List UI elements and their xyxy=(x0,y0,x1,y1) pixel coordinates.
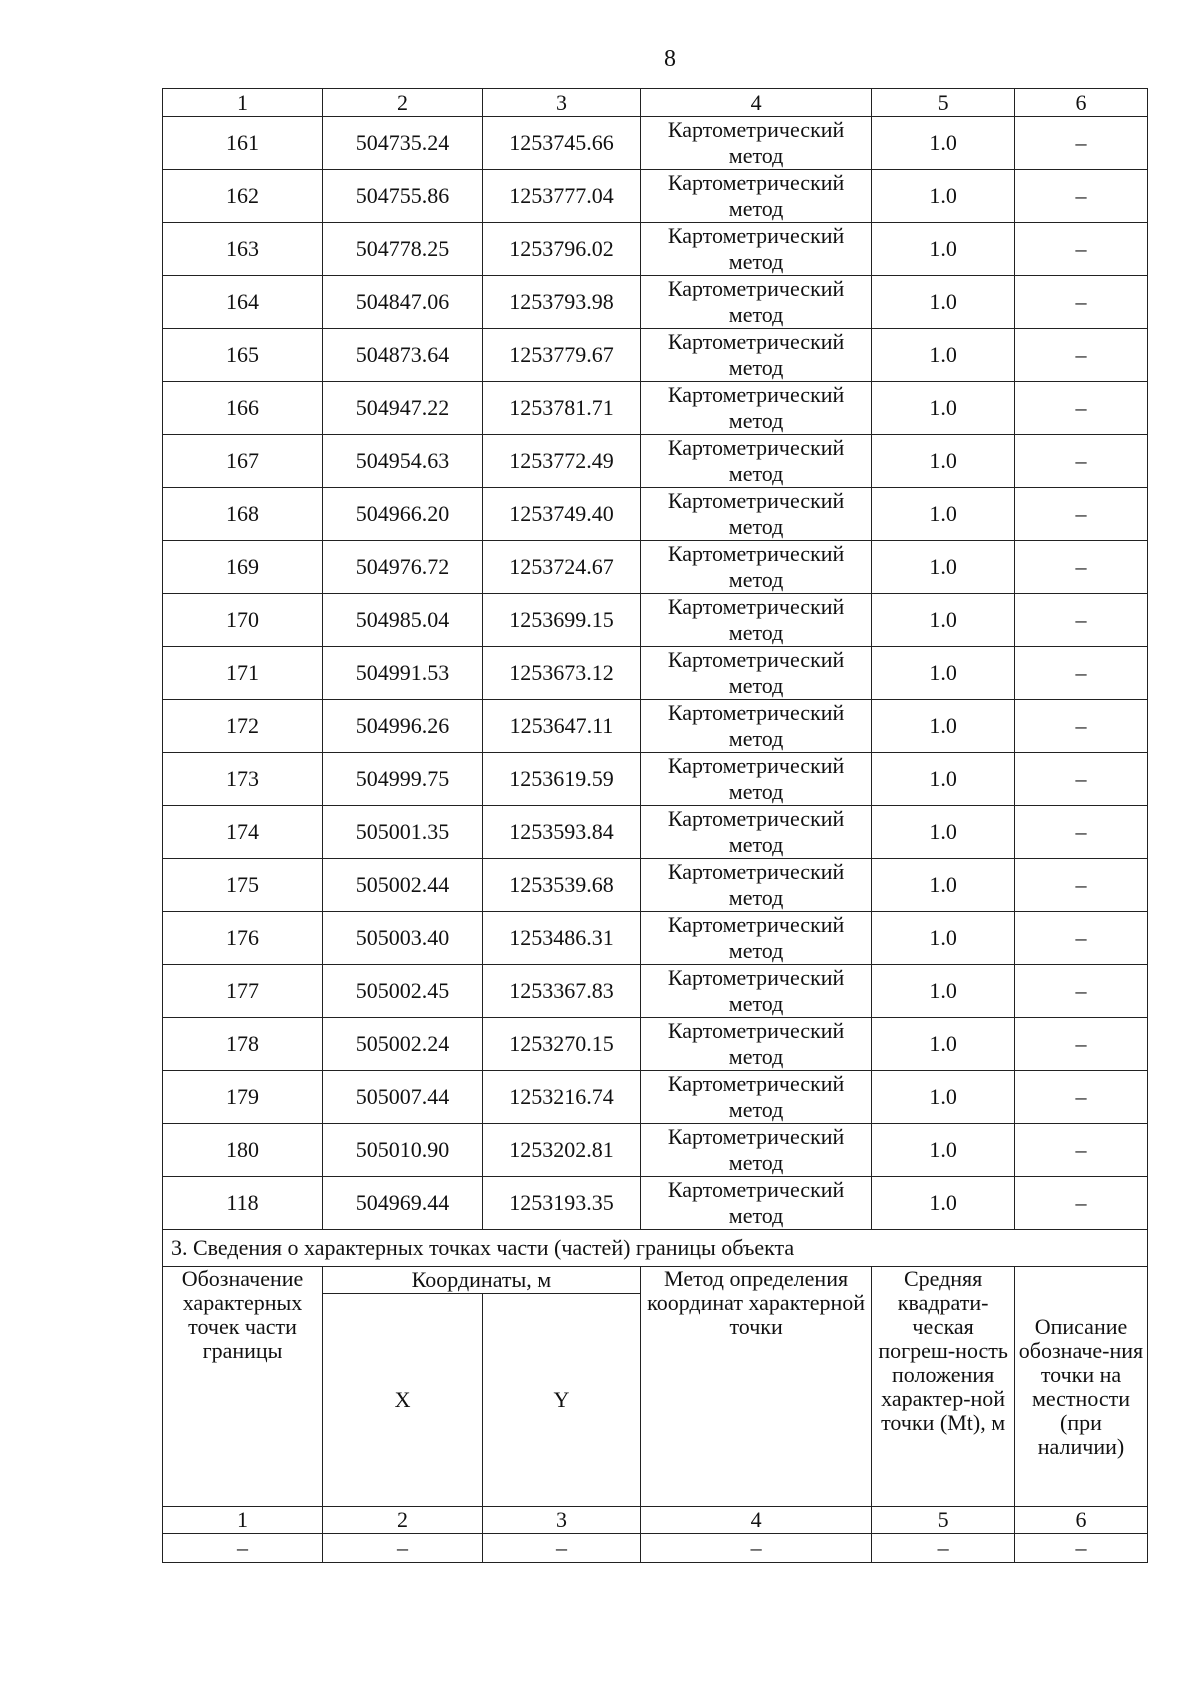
table-row xyxy=(163,859,1148,912)
point-cell: 163 xyxy=(163,223,323,276)
x-coordinate-cell: 504991.53 xyxy=(323,647,483,700)
section3-header-row xyxy=(163,1267,1148,1294)
x-coordinate-cell: 504966.20 xyxy=(323,488,483,541)
table-row xyxy=(163,117,1148,170)
header-y: Y xyxy=(483,1294,641,1507)
header-accuracy-text: Средняя квадрати-ческая погреш-ность положения характер-ной точки (Mt), м xyxy=(878,1266,1008,1435)
table-row xyxy=(163,912,1148,965)
x-coordinate-cell: 504954.63 xyxy=(323,435,483,488)
empty-cell: – xyxy=(1014,1534,1147,1563)
description-cell: – xyxy=(1014,170,1147,223)
point-cell: 177 xyxy=(163,965,323,1018)
accuracy-cell: 1.0 xyxy=(872,753,1015,806)
accuracy-cell: 1.0 xyxy=(872,488,1015,541)
description-cell: – xyxy=(1014,700,1147,753)
x-coordinate-cell: 505010.90 xyxy=(323,1124,483,1177)
description-cell: – xyxy=(1014,859,1147,912)
accuracy-cell: 1.0 xyxy=(872,912,1015,965)
header-description: Описание обозначе-ния точки на местности (при наличии) xyxy=(1014,1267,1147,1507)
table-row xyxy=(163,1071,1148,1124)
table-body xyxy=(163,89,1148,1230)
y-coordinate-cell: 1253724.67 xyxy=(483,541,641,594)
point-cell: 176 xyxy=(163,912,323,965)
x-coordinate-cell: 504969.44 xyxy=(323,1177,483,1230)
y-coordinate-cell: 1253647.11 xyxy=(483,700,641,753)
description-cell: – xyxy=(1014,276,1147,329)
x-coordinate-cell: 505002.45 xyxy=(323,965,483,1018)
table-row xyxy=(163,965,1148,1018)
point-cell: 180 xyxy=(163,1124,323,1177)
y-coordinate-cell: 1253202.81 xyxy=(483,1124,641,1177)
section3-body xyxy=(163,1230,1148,1563)
method-cell: Картометрический метод xyxy=(640,117,871,170)
x-coordinate-cell: 505001.35 xyxy=(323,806,483,859)
table-row xyxy=(163,276,1148,329)
y-coordinate-cell: 1253270.15 xyxy=(483,1018,641,1071)
table-row xyxy=(163,435,1148,488)
column-number: 5 xyxy=(872,1507,1015,1534)
point-cell: 179 xyxy=(163,1071,323,1124)
column-number: 4 xyxy=(640,1507,871,1534)
column-number: 6 xyxy=(1014,89,1147,117)
method-cell: Картометрический метод xyxy=(640,912,871,965)
accuracy-cell: 1.0 xyxy=(872,170,1015,223)
y-coordinate-cell: 1253745.66 xyxy=(483,117,641,170)
point-cell: 167 xyxy=(163,435,323,488)
accuracy-cell: 1.0 xyxy=(872,806,1015,859)
accuracy-cell: 1.0 xyxy=(872,859,1015,912)
description-cell: – xyxy=(1014,488,1147,541)
y-coordinate-cell: 1253216.74 xyxy=(483,1071,641,1124)
y-coordinate-cell: 1253793.98 xyxy=(483,276,641,329)
method-cell: Картометрический метод xyxy=(640,1071,871,1124)
table-row xyxy=(163,1177,1148,1230)
point-cell: 170 xyxy=(163,594,323,647)
point-cell: 166 xyxy=(163,382,323,435)
accuracy-cell: 1.0 xyxy=(872,594,1015,647)
y-coordinate-cell: 1253772.49 xyxy=(483,435,641,488)
column-number: 1 xyxy=(163,89,323,117)
point-cell: 164 xyxy=(163,276,323,329)
table-row xyxy=(163,488,1148,541)
accuracy-cell: 1.0 xyxy=(872,965,1015,1018)
method-cell: Картометрический метод xyxy=(640,806,871,859)
point-cell: 171 xyxy=(163,647,323,700)
accuracy-cell: 1.0 xyxy=(872,541,1015,594)
y-coordinate-cell: 1253779.67 xyxy=(483,329,641,382)
x-coordinate-cell: 504778.25 xyxy=(323,223,483,276)
column-number: 4 xyxy=(640,89,871,117)
description-cell: – xyxy=(1014,1071,1147,1124)
point-cell: 175 xyxy=(163,859,323,912)
y-coordinate-cell: 1253193.35 xyxy=(483,1177,641,1230)
x-coordinate-cell: 505007.44 xyxy=(323,1071,483,1124)
accuracy-cell: 1.0 xyxy=(872,1124,1015,1177)
point-cell: 165 xyxy=(163,329,323,382)
x-coordinate-cell: 505002.44 xyxy=(323,859,483,912)
y-coordinate-cell: 1253673.12 xyxy=(483,647,641,700)
header-x: X xyxy=(323,1294,483,1507)
x-coordinate-cell: 505003.40 xyxy=(323,912,483,965)
column-number: 6 xyxy=(1014,1507,1147,1534)
table-row xyxy=(163,223,1148,276)
description-cell: – xyxy=(1014,753,1147,806)
boundary-points-table xyxy=(162,88,1148,1563)
table-row xyxy=(163,1018,1148,1071)
column-number: 2 xyxy=(323,1507,483,1534)
accuracy-cell: 1.0 xyxy=(872,117,1015,170)
empty-cell: – xyxy=(323,1534,483,1563)
table-row xyxy=(163,594,1148,647)
method-cell: Картометрический метод xyxy=(640,594,871,647)
accuracy-cell: 1.0 xyxy=(872,382,1015,435)
accuracy-cell: 1.0 xyxy=(872,1018,1015,1071)
table-row xyxy=(163,541,1148,594)
method-cell: Картометрический метод xyxy=(640,488,871,541)
accuracy-cell: 1.0 xyxy=(872,700,1015,753)
header-point-designation: Обозначение характерных точек части границы xyxy=(163,1267,323,1507)
table-row xyxy=(163,382,1148,435)
column-number: 3 xyxy=(483,89,641,117)
x-coordinate-cell: 504976.72 xyxy=(323,541,483,594)
column-number-header-row xyxy=(163,89,1148,117)
x-coordinate-cell: 504755.86 xyxy=(323,170,483,223)
description-cell: – xyxy=(1014,1177,1147,1230)
empty-cell: – xyxy=(163,1534,323,1563)
method-cell: Картометрический метод xyxy=(640,382,871,435)
table-row xyxy=(163,170,1148,223)
method-cell: Картометрический метод xyxy=(640,647,871,700)
page-number: 8 xyxy=(664,46,676,72)
column-number: 2 xyxy=(323,89,483,117)
description-cell: – xyxy=(1014,223,1147,276)
x-coordinate-cell: 504999.75 xyxy=(323,753,483,806)
section3-title: 3. Сведения о характерных точках части (частей) границы объекта xyxy=(163,1230,1148,1267)
x-coordinate-cell: 504873.64 xyxy=(323,329,483,382)
method-cell: Картометрический метод xyxy=(640,170,871,223)
point-cell: 162 xyxy=(163,170,323,223)
y-coordinate-cell: 1253486.31 xyxy=(483,912,641,965)
method-cell: Картометрический метод xyxy=(640,435,871,488)
point-cell: 178 xyxy=(163,1018,323,1071)
x-coordinate-cell: 504985.04 xyxy=(323,594,483,647)
table-row xyxy=(163,329,1148,382)
y-coordinate-cell: 1253699.15 xyxy=(483,594,641,647)
x-coordinate-cell: 505002.24 xyxy=(323,1018,483,1071)
x-coordinate-cell: 504996.26 xyxy=(323,700,483,753)
table-row xyxy=(163,753,1148,806)
point-cell: 174 xyxy=(163,806,323,859)
method-cell: Картометрический метод xyxy=(640,1124,871,1177)
description-cell: – xyxy=(1014,329,1147,382)
column-number: 5 xyxy=(872,89,1015,117)
accuracy-cell: 1.0 xyxy=(872,647,1015,700)
description-cell: – xyxy=(1014,647,1147,700)
method-cell: Картометрический метод xyxy=(640,541,871,594)
description-cell: – xyxy=(1014,965,1147,1018)
description-cell: – xyxy=(1014,594,1147,647)
y-coordinate-cell: 1253749.40 xyxy=(483,488,641,541)
y-coordinate-cell: 1253796.02 xyxy=(483,223,641,276)
table-row xyxy=(163,806,1148,859)
point-cell: 172 xyxy=(163,700,323,753)
method-cell: Картометрический метод xyxy=(640,753,871,806)
y-coordinate-cell: 1253777.04 xyxy=(483,170,641,223)
method-cell: Картометрический метод xyxy=(640,859,871,912)
x-coordinate-cell: 504947.22 xyxy=(323,382,483,435)
description-cell: – xyxy=(1014,541,1147,594)
point-cell: 169 xyxy=(163,541,323,594)
description-cell: – xyxy=(1014,435,1147,488)
table-row xyxy=(163,700,1148,753)
y-coordinate-cell: 1253539.68 xyxy=(483,859,641,912)
method-cell: Картометрический метод xyxy=(640,700,871,753)
section3-empty-row xyxy=(163,1534,1148,1563)
empty-cell: – xyxy=(640,1534,871,1563)
method-cell: Картометрический метод xyxy=(640,965,871,1018)
header-accuracy xyxy=(872,1267,1015,1507)
description-cell: – xyxy=(1014,912,1147,965)
method-cell: Картометрический метод xyxy=(640,1018,871,1071)
accuracy-cell: 1.0 xyxy=(872,435,1015,488)
point-cell: 161 xyxy=(163,117,323,170)
method-cell: Картометрический метод xyxy=(640,276,871,329)
accuracy-cell: 1.0 xyxy=(872,223,1015,276)
accuracy-cell: 1.0 xyxy=(872,1071,1015,1124)
point-cell: 173 xyxy=(163,753,323,806)
y-coordinate-cell: 1253781.71 xyxy=(483,382,641,435)
y-coordinate-cell: 1253367.83 xyxy=(483,965,641,1018)
empty-cell: – xyxy=(872,1534,1015,1563)
point-cell: 168 xyxy=(163,488,323,541)
description-cell: – xyxy=(1014,382,1147,435)
description-cell: – xyxy=(1014,1018,1147,1071)
accuracy-cell: 1.0 xyxy=(872,276,1015,329)
accuracy-cell: 1.0 xyxy=(872,1177,1015,1230)
x-coordinate-cell: 504847.06 xyxy=(323,276,483,329)
header-method: Метод определения координат характерной точки xyxy=(640,1267,871,1507)
empty-cell: – xyxy=(483,1534,641,1563)
accuracy-cell: 1.0 xyxy=(872,329,1015,382)
column-number: 1 xyxy=(163,1507,323,1534)
point-cell: 118 xyxy=(163,1177,323,1230)
y-coordinate-cell: 1253593.84 xyxy=(483,806,641,859)
table-row xyxy=(163,647,1148,700)
section3-number-row xyxy=(163,1507,1148,1534)
y-coordinate-cell: 1253619.59 xyxy=(483,753,641,806)
column-number: 3 xyxy=(483,1507,641,1534)
method-cell: Картометрический метод xyxy=(640,223,871,276)
table-row xyxy=(163,1124,1148,1177)
description-cell: – xyxy=(1014,806,1147,859)
header-coordinates: Координаты, м xyxy=(323,1267,641,1294)
section3-title-row xyxy=(163,1230,1148,1267)
method-cell: Картометрический метод xyxy=(640,1177,871,1230)
description-cell: – xyxy=(1014,1124,1147,1177)
method-cell: Картометрический метод xyxy=(640,329,871,382)
description-cell: – xyxy=(1014,117,1147,170)
x-coordinate-cell: 504735.24 xyxy=(323,117,483,170)
